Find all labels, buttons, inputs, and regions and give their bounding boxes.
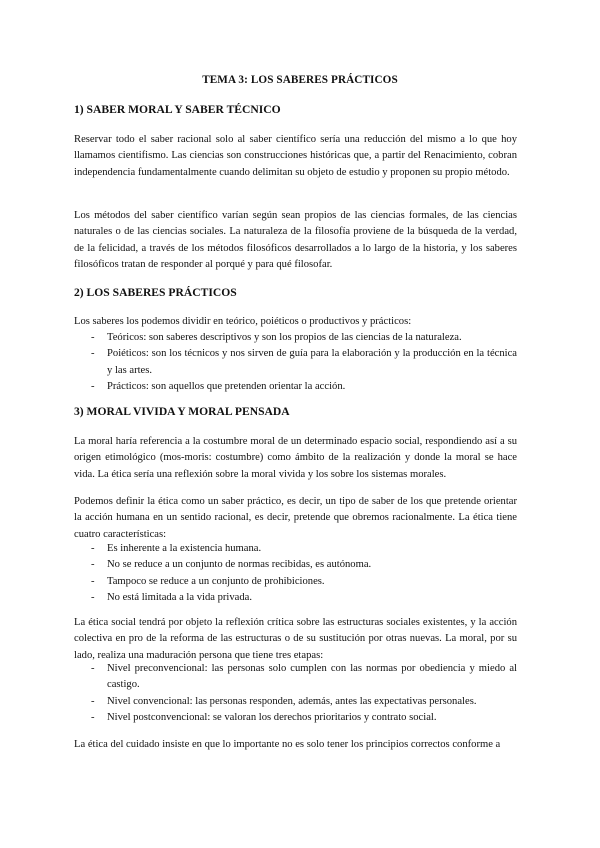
list-item <box>74 590 517 606</box>
bullet-dash: - <box>91 663 95 674</box>
bullet-dash: - <box>91 695 95 707</box>
list-item-text: Es inherente a la existencia humana. <box>107 543 262 554</box>
bullet-dash: - <box>91 559 95 571</box>
bullet-dash: - <box>91 332 95 343</box>
bullet-dash: - <box>91 592 95 604</box>
section-2-intro: Los saberes los podemos dividir en teórico, poiéticos o productivos y prácticos: <box>74 316 412 327</box>
list-item <box>74 661 517 694</box>
section-3-paragraph-4: La ética del cuidado insiste en que lo importante no es solo tener los principios correctos conforme a <box>74 739 501 750</box>
section-1-paragraph-2: Los métodos del saber científico varían según sean propios de las ciencias formales, de las ciencias naturales o de las ciencias sociales. La naturaleza de la filosofía proviene de la búsqueda de la verdad, de la felicidad, a través de los métodos filosóficos desarrollados a lo largo de la historia, y los saberes filosóficos tratan de responder al porqué y para qué filosofar. <box>74 210 517 271</box>
section-2-heading: 2) LOS SABERES PRÁCTICOS <box>74 286 237 299</box>
bullet-dash: - <box>91 543 95 554</box>
list-item-text: Nivel postconvencional: se valoran los derechos prioritarios y contrato social. <box>107 712 437 724</box>
section-1-heading: 1) SABER MORAL Y SABER TÉCNICO <box>74 103 281 116</box>
list-item <box>74 379 517 395</box>
list-item-text: Tampoco se reduce a un conjunto de prohibiciones. <box>107 575 325 587</box>
section-3-heading: 3) MORAL VIVIDA Y MORAL PENSADA <box>74 405 290 418</box>
list-item <box>74 694 517 710</box>
bullet-dash: - <box>91 575 95 587</box>
list-item <box>74 557 517 573</box>
document-title: TEMA 3: LOS SABERES PRÁCTICOS <box>202 74 398 86</box>
bullet-dash: - <box>91 381 95 393</box>
bullet-dash: - <box>91 348 95 360</box>
list-item <box>74 710 517 726</box>
list-item-text: Prácticos: son aquellos que pretenden orientar la acción. <box>107 381 346 393</box>
section-3-paragraph-1: La moral haría referencia a la costumbre moral de un determinado espacio social, respondiendo así a su origen etimológico (mos-moris: costumbre) como ámbito de la realización y donde la moral se hace vida. La ética sería una reflexión sobre la moral vivida y los sobre los sistemas morales. <box>74 436 517 480</box>
list-item <box>74 346 517 379</box>
list-item <box>74 330 517 346</box>
list-item-text: Teóricos: son saberes descriptivos y son los propios de las ciencias de la naturaleza. <box>107 332 462 343</box>
list-item-text: Nivel preconvencional: las personas solo cumplen con las normas por obediencia y miedo al castigo. <box>107 663 517 691</box>
bullet-dash: - <box>91 712 95 724</box>
section-3-paragraph-2: Podemos definir la ética como un saber práctico, es decir, un tipo de saber de los que pretende orientar la acción humana en un sentido racional, es decir, pretende que obremos racionalmente. La ética tiene cuatro características: <box>74 496 517 540</box>
section-3-paragraph-3: La ética social tendrá por objeto la reflexión crítica sobre las estructuras sociales existentes, y la acción colectiva en pro de la reforma de las estructuras o de su sustitución por otras nuevas. La moral, por su lado, realiza una maduración persona que tiene tres etapas: <box>74 617 517 661</box>
list-item-text: No se reduce a un conjunto de normas recibidas, es autónoma. <box>107 559 372 571</box>
section-3-characteristics-list <box>74 541 517 607</box>
list-item <box>74 541 517 557</box>
list-item-text: No está limitada a la vida privada. <box>107 592 253 604</box>
list-item-text: Nivel convencional: las personas responden, además, antes las expectativas personales. <box>107 695 477 707</box>
section-1-paragraph-1: Reservar todo el saber racional solo al saber científico sería una reducción del mismo a lo que hoy llamamos cientifismo. Las ciencias son construcciones históricas que, a partir del Renacimiento, cobran independencia fundamentalmente cuando delimitan su objeto de estudio y proponen su propio método. <box>74 134 517 178</box>
list-item-text: Poiéticos: son los técnicos y nos sirven de guía para la elaboración y la producción en la técnica y las artes. <box>107 348 517 376</box>
list-item <box>74 574 517 590</box>
section-3-stages-list <box>74 661 517 727</box>
section-2-list <box>74 330 517 396</box>
